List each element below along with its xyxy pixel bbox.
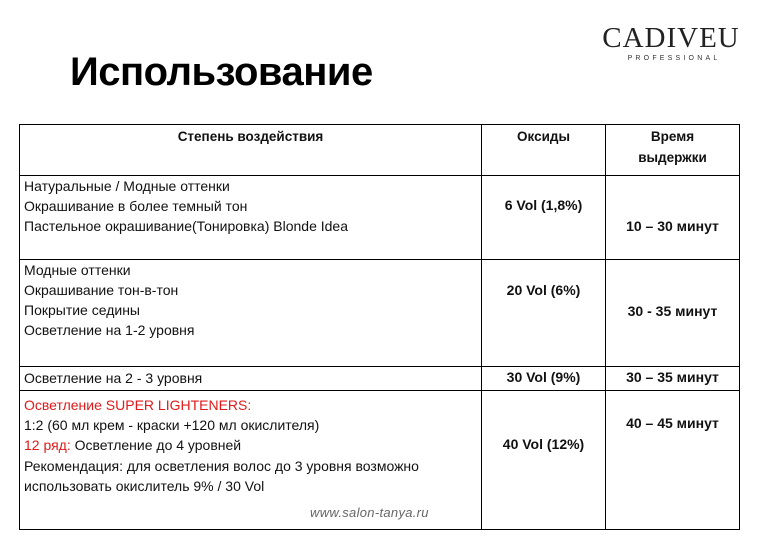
row1-line: Натуральные / Модные оттенки [24, 178, 230, 194]
header-impact: Степень воздействия [177, 129, 324, 144]
logo-brand-text: CADIVEU [602, 22, 740, 54]
row4-line: 1:2 (60 мл крем - краски +120 мл окислителя) [24, 417, 320, 433]
table-border-right [739, 124, 740, 530]
table-row-divider [19, 366, 739, 367]
row1-time: 10 – 30 минут [626, 218, 719, 234]
row4-time: 40 – 45 минут [626, 415, 719, 431]
table-col-divider [605, 124, 606, 530]
row4-line-red-prefix: 12 ряд: [24, 437, 71, 453]
row2-oxide: 20 Vol (6%) [506, 282, 581, 298]
row4-oxide: 40 Vol (12%) [502, 436, 585, 452]
page-title: Использование [70, 50, 373, 94]
table-border-top [19, 124, 739, 125]
row1-oxide: 6 Vol (1,8%) [504, 197, 583, 213]
header-oxides: Оксиды [517, 129, 570, 144]
brand-logo [600, 24, 742, 62]
table-row-divider [19, 390, 739, 391]
row3-oxide: 30 Vol (9%) [506, 369, 581, 385]
logo-sub-text: PROFESSIONAL [627, 55, 721, 62]
row3-time: 30 – 35 минут [626, 369, 719, 385]
row4-line: использовать окислитель 9% / 30 Vol [24, 478, 265, 494]
header-time-line1: Время [650, 129, 695, 144]
watermark-text: www.salon-tanya.ru [310, 505, 429, 520]
row2-line: Модные оттенки [24, 262, 131, 278]
row2-line: Покрытие седины [24, 302, 140, 318]
row4-line-rest: Осветление до 4 уровней [70, 437, 242, 453]
row4-line: Рекомендация: для осветления волос до 3 уровня возможно [24, 458, 419, 474]
row1-line: Пастельное окрашивание(Тонировка) Blonde Idea [24, 218, 348, 234]
row3-line: Осветление на 2 - 3 уровня [24, 370, 203, 386]
table-border-bottom [19, 529, 739, 530]
row4-line-mixed [24, 435, 241, 455]
table-border-left [19, 124, 20, 530]
row2-line: Осветление на 1-2 уровня [24, 322, 195, 338]
row2-time: 30 - 35 минут [627, 303, 718, 319]
table-col-divider [481, 124, 482, 530]
row4-line-red: Осветление SUPER LIGHTENERS: [24, 397, 252, 413]
header-time-line2: выдержки [638, 150, 707, 165]
row2-line: Окрашивание тон-в-тон [24, 282, 179, 298]
row1-line: Окрашивание в более темный тон [24, 198, 248, 214]
